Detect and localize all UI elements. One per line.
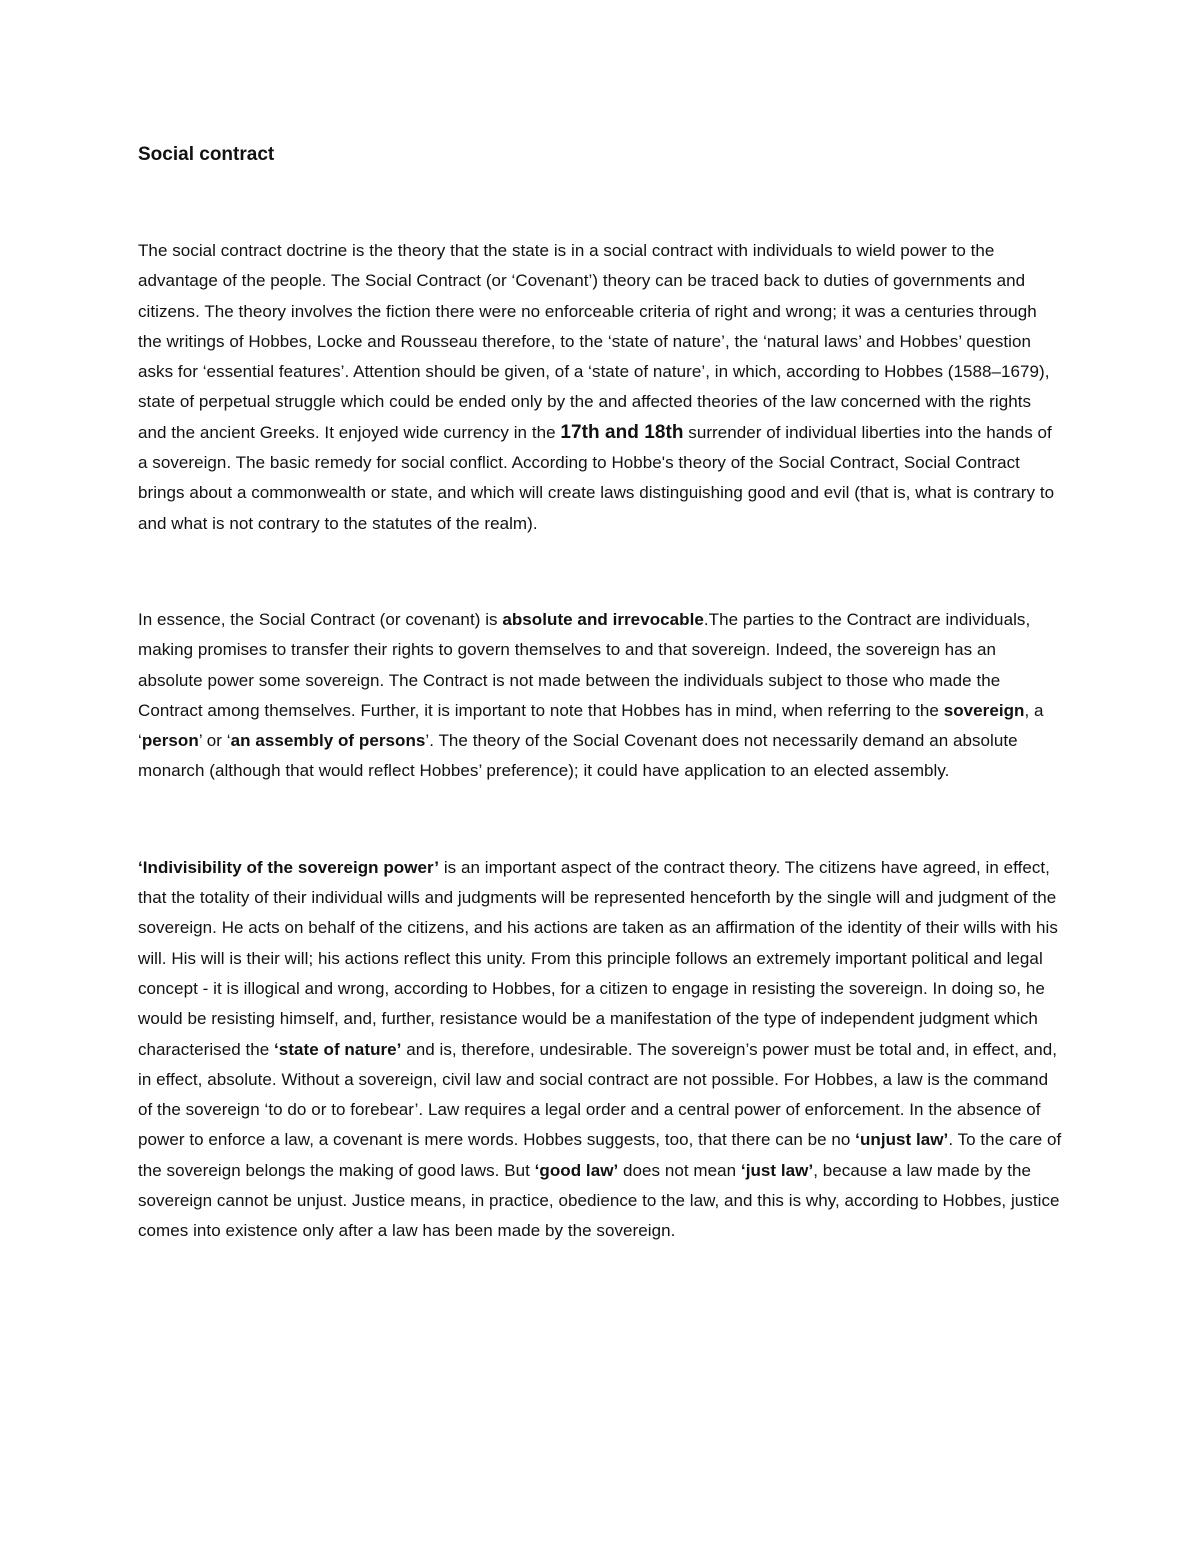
text-run: , a ‘ (138, 700, 1044, 751)
text-run: ’. The theory of the Social Covenant does not necessarily demand an absolute monarch (although that would reflect Hobbes’ preference); it could have application to an elected assembly. (138, 731, 1018, 781)
bold-text-person: person (141, 731, 199, 751)
bold-text-good-law: ‘good law’ (534, 1160, 619, 1180)
text-run: ’ or ‘ (198, 731, 231, 751)
text-run: . To the care of the sovereign belongs the making of good laws. But (138, 1130, 1062, 1180)
text-run: In essence, the Social Contract (or covenant) is (138, 609, 503, 629)
paragraph-social-contract-doctrine (138, 236, 1062, 539)
document-title: Social contract (138, 144, 275, 165)
bold-text-indivisibility: ‘Indivisibility of the sovereign power’ (138, 857, 440, 877)
document-page (138, 140, 1062, 1247)
bold-text-sovereign: sovereign (943, 700, 1025, 720)
text-run: .The parties to the Contract are individuals, making promises to transfer their rights to govern themselves to and that sovereign. Indeed, the sovereign has an absolute power some sovereign. The Contract is not made between the individuals subject to those who made the Contract among themselves. Further, it is important to note that Hobbes has in mind, when referring to the (138, 609, 1031, 720)
bold-text-assembly-of-persons: an assembly of persons (230, 731, 426, 751)
bold-text-centuries: 17th and 18th (560, 421, 684, 443)
text-run: The social contract doctrine is the theory that the state is in a social contract with individuals to wield power to the advantage of the people. The Social Contract (or ‘Covenant’) theory can be traced back to duties of governments and citizens. The theory involves the fiction there were no enforceable criteria of right and wrong; it was a centuries through the writings of Hobbes, Locke and Rousseau therefore, to the ‘state of nature’, the ‘natural laws’ and Hobbes’ question asks for ‘essential features’. Attention should be given, of a ‘state of nature’, in which, according to Hobbes (1588–1679), state of perpetual struggle which could be ended only by the and affected theories of the law concerned with the rights and the ancient Greeks. It enjoyed wide currency in the (138, 241, 1050, 442)
paragraph-in-essence (138, 605, 1062, 787)
paragraph-indivisibility (138, 853, 1062, 1247)
bold-text-absolute-irrevocable: absolute and irrevocable (502, 609, 704, 629)
text-run: and is, therefore, undesirable. The sovereign’s power must be total and, in effect, and, in effect, absolute. Without a sovereign, civil law and social contract are not possible. For Hobbes, a law is the command of the sovereign ‘to do or to forebear’. Law requires a legal order and a central power of enforcement. In the absence of power to enforce a law, a covenant is mere words. Hobbes suggests, too, that there can be no (138, 1039, 1058, 1150)
text-run: surrender of individual liberties into the hands of a sovereign. The basic remedy for social conflict. According to Hobbe's theory of the Social Contract, Social Contract brings about a commonwealth or state, and which will create laws distinguishing good and evil (that is, what is contrary to and what is not contrary to the statutes of the realm). (138, 422, 1055, 533)
bold-text-state-of-nature: ‘state of nature’ (274, 1039, 402, 1059)
bold-text-unjust-law: ‘unjust law’ (855, 1130, 949, 1150)
text-run: is an important aspect of the contract theory. The citizens have agreed, in effect, that the totality of their individual wills and judgments will be represented henceforth by the single will and judgment of the sovereign. He acts on behalf of the citizens, and his actions are taken as an affirmation of the identity of their wills with his will. His will is their will; his actions reflect this unity. From this principle follows an extremely important political and legal concept - it is illogical and wrong, according to Hobbes, for a citizen to engage in resisting the sovereign. In doing so, he would be resisting himself, and, further, resistance would be a manifestation of the type of independent judgment which characterised the (138, 857, 1058, 1059)
text-run: , because a law made by the sovereign cannot be unjust. Justice means, in practice, obedience to the law, and this is why, according to Hobbes, justice comes into existence only after a law has been made by the sovereign. (138, 1160, 1060, 1241)
bold-text-just-law: ‘just law’ (740, 1160, 814, 1180)
text-run: does not mean (618, 1160, 741, 1180)
